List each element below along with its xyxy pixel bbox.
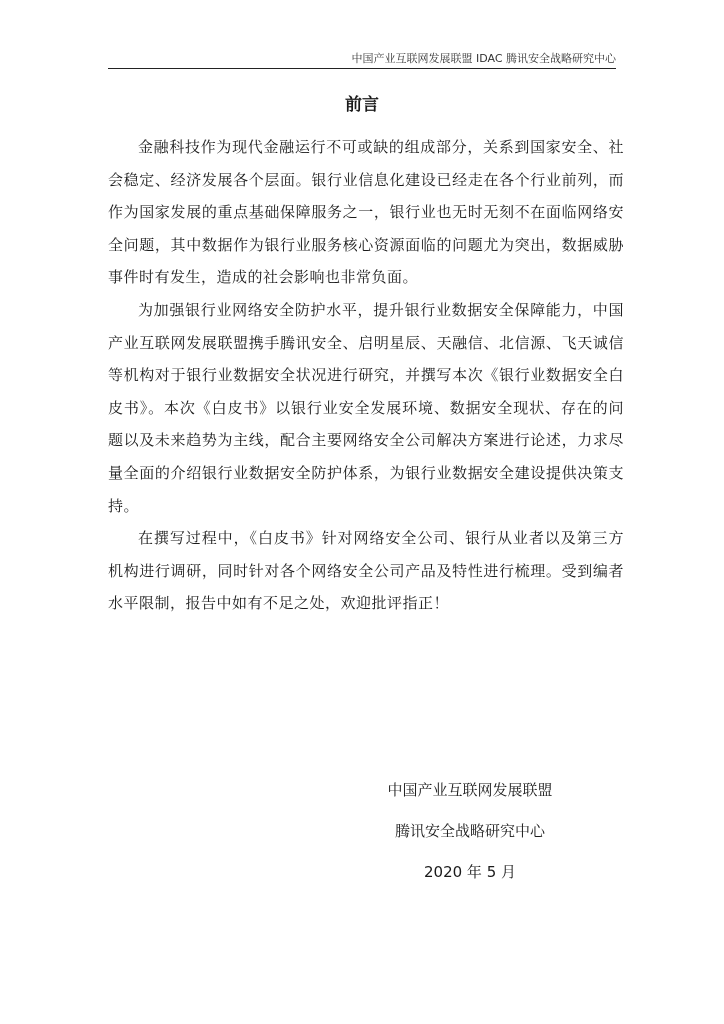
signature-org-1: 中国产业互联网发展联盟 (387, 781, 553, 799)
paragraph-1: 金融科技作为现代金融运行不可或缺的组成部分，关系到国家安全、社会稳定、经济发展各个层面。银行业信息化建设已经走在各个行业前列，而作为国家发展的重点基础保障服务之一，银行业也无时无刻不在面临网络安全问题，其中数据作为银行业服务核心资源面临的问题尤为突出，数据威胁事件时有发生，造成的社会影响也非常负面。 (108, 138, 624, 287)
paragraph-3: 在撰写过程中，《白皮书》针对网络安全公司、银行从业者以及第三方机构进行调研，同时针对各个网络安全公司产品及特性进行梳理。受到编者水平限制，报告中如有不足之处，欢迎批评指正！ (108, 529, 624, 613)
paragraph-2: 为加强银行业网络安全防护水平，提升银行业数据安全保障能力，中国产业互联网发展联盟携手腾讯安全、启明星辰、天融信、北信源、飞天诚信等机构对于银行业数据安全状况进行研究，并撰写本次《银行业数据安全白皮书》。本次《白皮书》以银行业安全发展环境、数据安全现状、存在的问题以及未来趋势为主线，配合主要网络安全公司解决方案进行论述，力求尽量全面的介绍银行业数据安全防护体系，为银行业数据安全建设提供决策支持。 (108, 300, 624, 515)
page-title: 前言 (345, 95, 379, 115)
signature-date: 2020 年 5 月 (423, 863, 517, 881)
header-divider (108, 68, 616, 69)
signature-block (360, 775, 580, 898)
signature-org-2: 腾讯安全战略研究中心 (394, 822, 545, 840)
body-text (108, 131, 624, 620)
page-header: 中国产业互联网发展联盟 IDAC 腾讯安全战略研究中心 (351, 52, 616, 65)
